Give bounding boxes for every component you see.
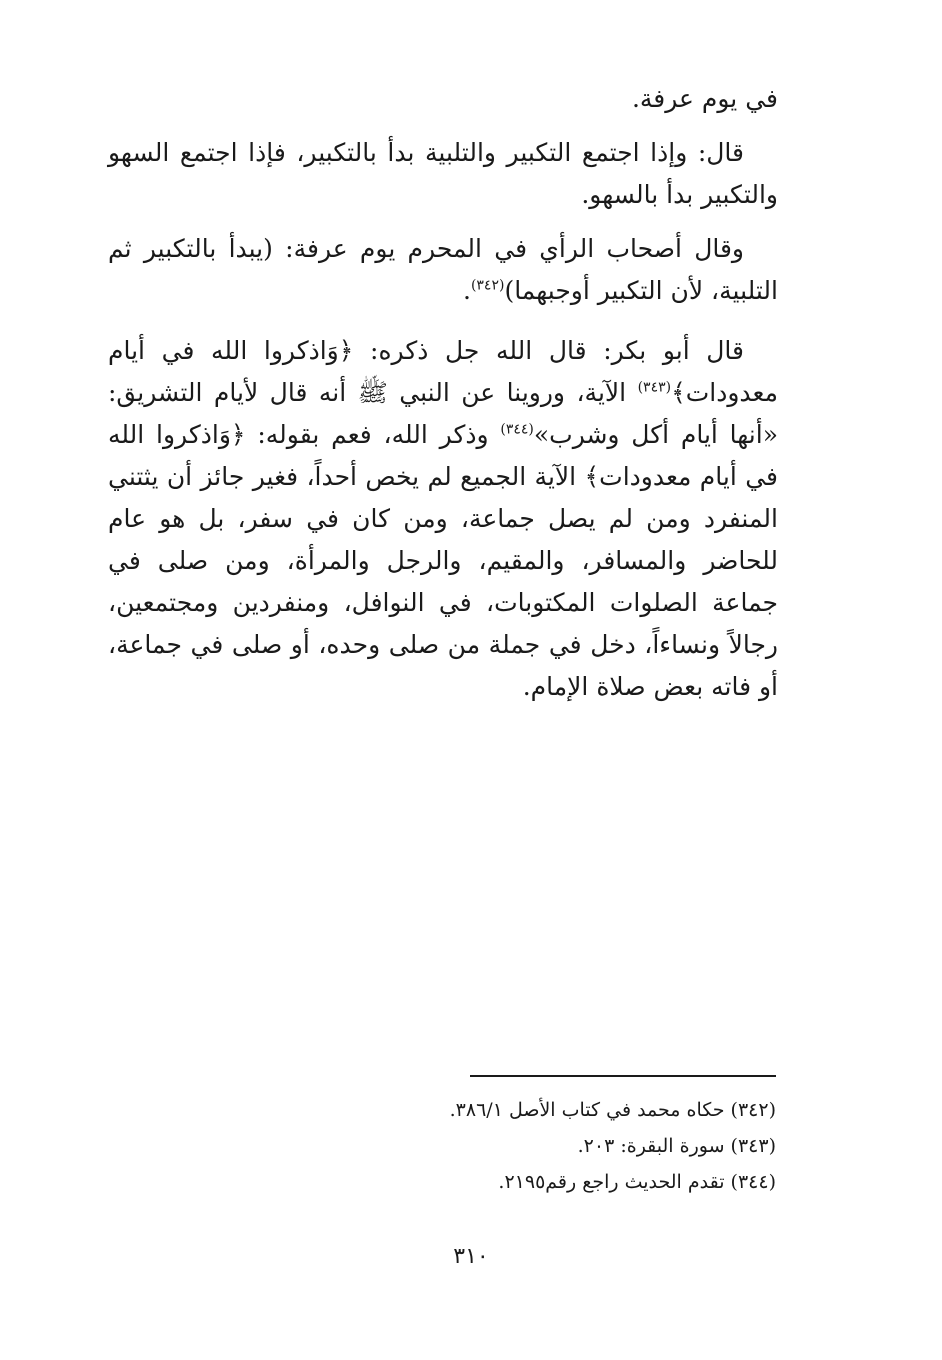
- footnote-divider: [470, 1075, 776, 1077]
- footnotes: [330, 1092, 776, 1200]
- paragraph-3-text: وقال أصحاب الرأي في المحرم يوم عرفة: (يبدأ بالتكبير ثم التلبية، لأن التكبير أوجبهما): [108, 234, 778, 305]
- page-number: ٣١٠: [453, 1244, 489, 1269]
- paragraph-4-part-b: الآية، وروينا عن النبي ﷺ أنه قال لأيام التشريق: «أنها أيام أكل وشرب»: [108, 378, 779, 449]
- footnote-344: (٣٤٤) تقدم الحديث راجع رقم٢١٩٥.: [498, 1171, 776, 1193]
- footnote-342: (٣٤٢) حكاه محمد في كتاب الأصل ٣٨٦/١.: [449, 1099, 776, 1121]
- paragraph-4: [108, 330, 778, 708]
- paragraph-3: [108, 228, 778, 312]
- footnote-ref-344: (٣٤٤): [500, 421, 534, 438]
- paragraph-4-part-c: وذكر الله، فعم بقوله: ﴿وَاذكروا الله في أيام معدودات﴾ الآية الجميع لم يخص أحداً، فغير جائز أن يثتني المنفرد ومن لم يصل جماعة، ومن كان في سفر، بل هو عام للحاضر والمسافر، والمقيم، والرجل والمرأة، ومن صلى في جماعة الصلوات المكتوبات، في النوافل، ومنفردين ومجتمعين، رجالاً ونساءاً، دخل في جملة من صلى وحده، أو صلى في جماعة، أو فاته بعض صلاة الإمام.: [108, 420, 778, 701]
- footnote-ref-342: (٣٤٢): [470, 277, 505, 294]
- paragraph-3-end: .: [462, 276, 471, 305]
- main-text: [108, 78, 778, 720]
- footnote-ref-343: (٣٤٣): [637, 379, 672, 396]
- footnote-343: (٣٤٣) سورة البقرة: ٢٠٣.: [577, 1135, 776, 1157]
- paragraph-4-part-a: قال أبو بكر: قال الله جل ذكره: ﴿وَاذكروا الله في أيام معدودات﴾: [108, 336, 778, 407]
- paragraph-1: في يوم عرفة.: [631, 84, 778, 113]
- paragraph-2: قال: وإذا اجتمع التكبير والتلبية بدأ بالتكبير، فإذا اجتمع السهو والتكبير بدأ بالسهو.: [108, 138, 778, 209]
